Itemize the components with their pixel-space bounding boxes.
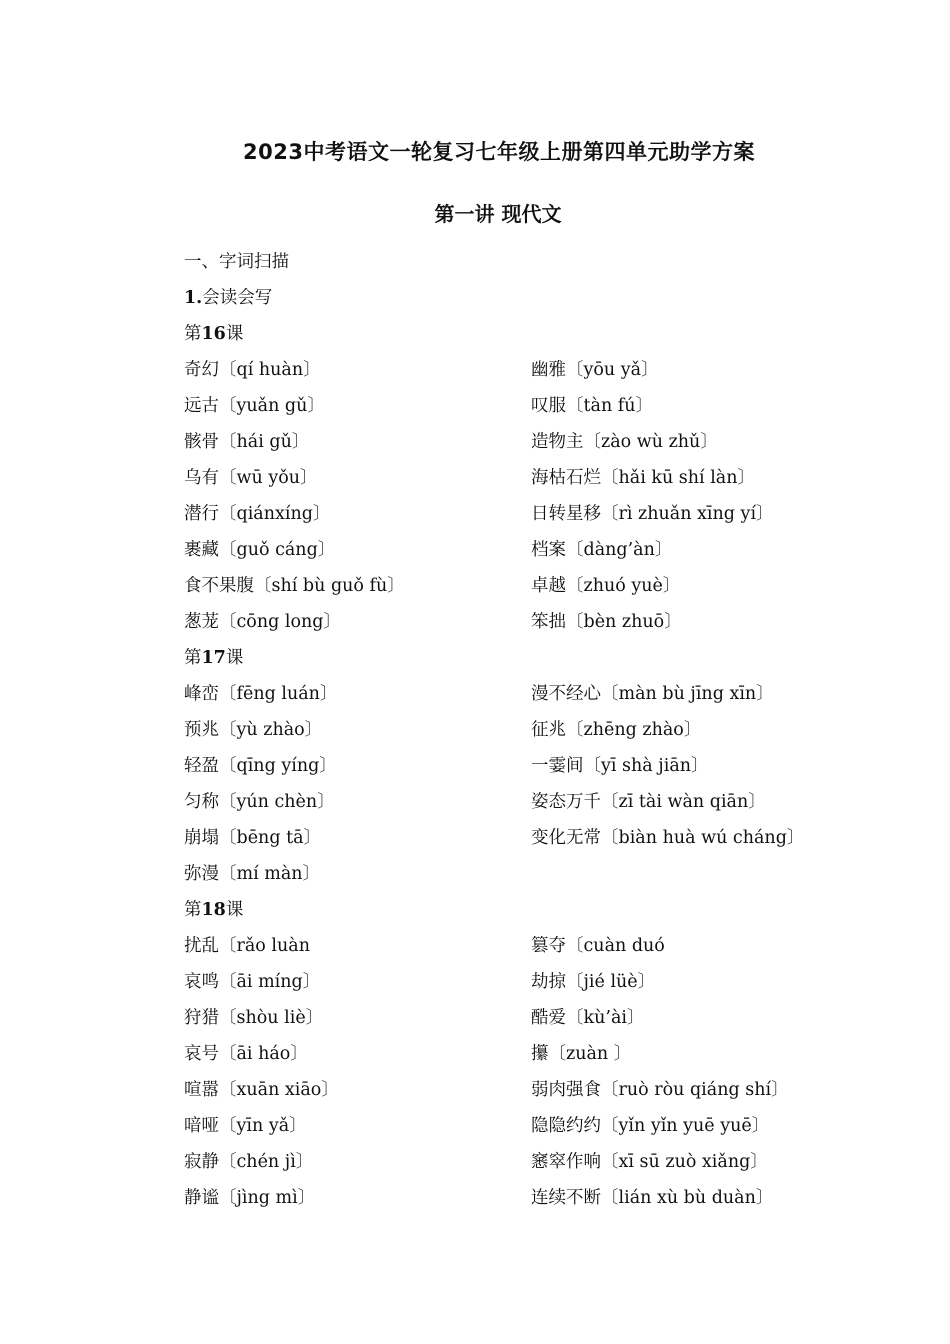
lesson-suffix: 课 <box>225 324 244 344</box>
vocab-entry-left: 静谧〔jìng mì〕 <box>184 1188 316 1208</box>
vocab-entry-right: 一霎间〔yī shà jiān〕 <box>531 756 709 776</box>
vocab-row <box>184 784 804 820</box>
vocab-row <box>184 532 804 568</box>
vocab-row <box>184 352 804 388</box>
vocab-entry-right: 档案〔dàng’àn〕 <box>531 540 673 560</box>
vocab-row <box>184 748 804 784</box>
vocab-entry-right: 幽雅〔yōu yǎ〕 <box>531 360 659 380</box>
vocab-row <box>184 1036 804 1072</box>
vocab-entry-left: 轻盈〔qīng yíng〕 <box>184 756 337 776</box>
vocab-entry-left: 喧嚣〔xuān xiāo〕 <box>184 1080 339 1100</box>
vocab-entry-left: 崩塌〔bēng tā〕 <box>184 828 322 848</box>
vocab-entry-right: 窸窣作响〔xī sū zuò xiǎng〕 <box>531 1152 768 1172</box>
vocab-row <box>184 1180 804 1216</box>
subsection-text: 会读会写 <box>202 288 273 308</box>
lesson-suffix: 课 <box>225 900 244 920</box>
vocab-row <box>184 928 804 964</box>
vocab-entry-right: 攥〔zuàn 〕 <box>531 1044 632 1064</box>
vocab-row <box>184 676 804 712</box>
vocab-entry-right: 日转星移〔rì zhuǎn xīng yí〕 <box>531 504 774 524</box>
vocab-entry-right: 卓越〔zhuó yuè〕 <box>531 576 681 596</box>
vocab-row <box>184 1144 804 1180</box>
vocab-entry-left: 哀鸣〔āi míng〕 <box>184 972 321 992</box>
vocab-entry-right: 弱肉强食〔ruò ròu qiáng shí〕 <box>531 1080 789 1100</box>
vocab-entry-right: 隐隐约约〔yǐn yǐn yuē yuē〕 <box>531 1116 770 1136</box>
vocab-row <box>184 1000 804 1036</box>
vocab-entry-right: 姿态万千〔zī tài wàn qiān〕 <box>531 792 766 812</box>
vocab-entry-left: 骸骨〔hái gǔ〕 <box>184 432 310 452</box>
vocab-entry-left: 奇幻〔qí huàn〕 <box>184 360 321 380</box>
vocab-row <box>184 568 804 604</box>
lesson-prefix: 第 <box>184 900 202 920</box>
vocab-row <box>184 1072 804 1108</box>
vocab-row <box>184 460 804 496</box>
lesson-number: 18 <box>201 900 226 920</box>
vocab-entry-right: 连续不断〔lián xù bù duàn〕 <box>531 1188 774 1208</box>
lesson-heading <box>184 316 804 352</box>
vocab-entry-right: 海枯石烂〔hǎi kū shí làn〕 <box>531 468 756 488</box>
lesson-prefix: 第 <box>184 324 202 344</box>
vocab-entry-right: 笨拙〔bèn zhuō〕 <box>531 612 682 632</box>
vocab-entry-left: 寂静〔chén jì〕 <box>184 1152 314 1172</box>
document-content <box>184 244 804 1216</box>
vocab-entry-left: 远古〔yuǎn gǔ〕 <box>184 396 325 416</box>
vocab-entry-left: 扰乱〔rǎo luàn <box>184 936 310 956</box>
vocab-row <box>184 856 804 892</box>
vocab-entry-left: 葱茏〔cōng long〕 <box>184 612 341 632</box>
page-subtitle: 第一讲 现代文 <box>434 202 562 226</box>
vocab-entry-left: 弥漫〔mí màn〕 <box>184 864 321 884</box>
vocab-row <box>184 496 804 532</box>
vocab-entry-left: 峰峦〔fēng luán〕 <box>184 684 338 704</box>
vocab-entry-right: 劫掠〔jié lüè〕 <box>531 972 656 992</box>
vocab-entry-right: 变化无常〔biàn huà wú cháng〕 <box>531 828 805 848</box>
subsection-number: 1. <box>184 288 203 308</box>
vocab-row <box>184 604 804 640</box>
page-title: 2023中考语文一轮复习七年级上册第四单元助学方案 <box>243 140 755 164</box>
vocab-row <box>184 388 804 424</box>
vocab-entry-left: 喑哑〔yīn yǎ〕 <box>184 1116 307 1136</box>
subsection-heading <box>184 280 804 316</box>
vocab-entry-left: 裹藏〔guǒ cáng〕 <box>184 540 336 560</box>
vocab-entry-left: 狩猎〔shòu liè〕 <box>184 1008 324 1028</box>
vocab-row <box>184 424 804 460</box>
vocab-entry-left: 乌有〔wū yǒu〕 <box>184 468 318 488</box>
vocab-entry-right: 漫不经心〔màn bù jīng xīn〕 <box>531 684 774 704</box>
vocab-entry-left: 预兆〔yù zhào〕 <box>184 720 323 740</box>
vocab-entry-right: 造物主〔zào wù zhǔ〕 <box>531 432 718 452</box>
vocab-entry-left: 匀称〔yún chèn〕 <box>184 792 335 812</box>
vocab-row <box>184 712 804 748</box>
section-heading: 一、字词扫描 <box>184 252 289 272</box>
vocab-entry-right: 征兆〔zhēng zhào〕 <box>531 720 702 740</box>
vocab-entry-left: 哀号〔āi háo〕 <box>184 1044 308 1064</box>
vocab-entry-left: 食不果腹〔shí bù guǒ fù〕 <box>184 576 405 596</box>
lesson-heading <box>184 892 804 928</box>
vocab-entry-right: 篡夺〔cuàn duó <box>531 936 665 956</box>
vocab-row <box>184 820 804 856</box>
vocab-entry-left: 潜行〔qiánxíng〕 <box>184 504 331 524</box>
vocab-entry-right: 酷爱〔kù’ài〕 <box>531 1008 645 1028</box>
vocab-row <box>184 1108 804 1144</box>
lesson-number: 17 <box>201 648 226 668</box>
lesson-suffix: 课 <box>225 648 244 668</box>
lesson-heading <box>184 640 804 676</box>
lesson-number: 16 <box>201 324 226 344</box>
vocab-row <box>184 964 804 1000</box>
vocab-entry-right: 叹服〔tàn fú〕 <box>531 396 654 416</box>
lesson-prefix: 第 <box>184 648 202 668</box>
